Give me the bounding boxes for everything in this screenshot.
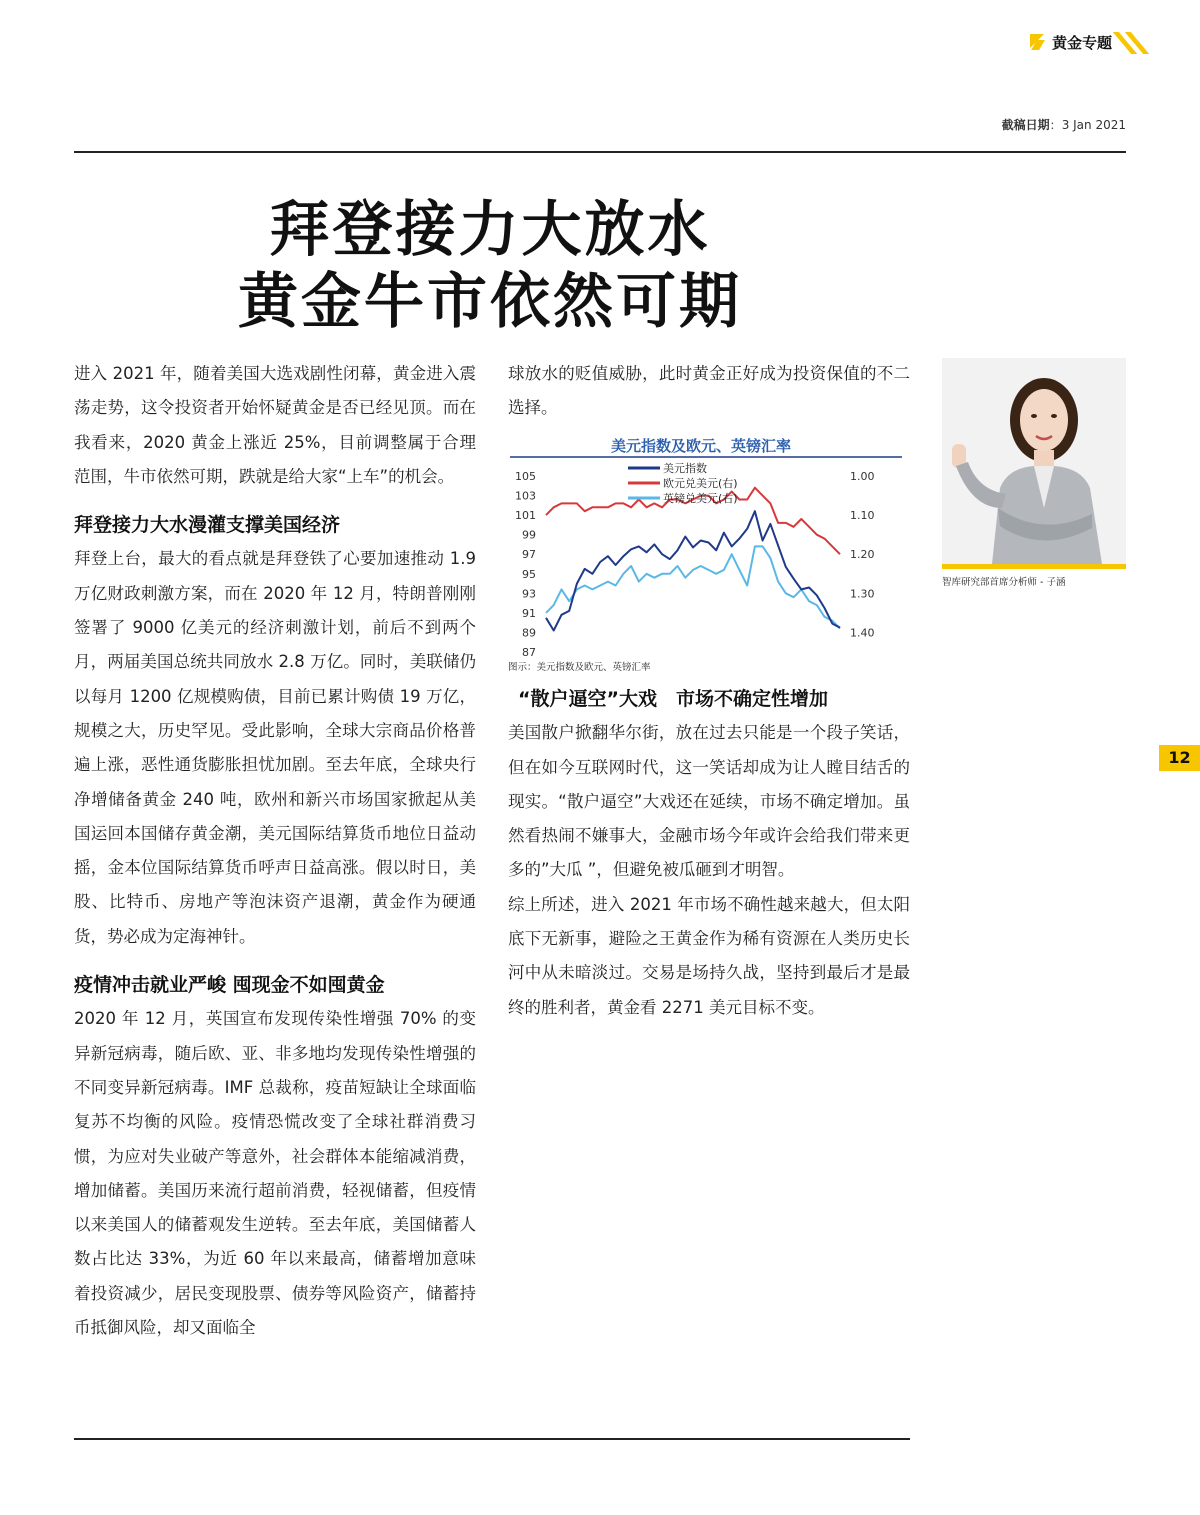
currency-chart xyxy=(508,432,908,677)
left-axis-tick: 103 xyxy=(515,489,536,503)
left-axis-tick: 97 xyxy=(522,548,536,562)
section-heading-1: 拜登接力大水漫灌支撑美国经济 xyxy=(74,514,341,537)
page-title-line2: 黄金牛市依然可期 xyxy=(238,267,742,337)
legend-label: 欧元兑美元(右) xyxy=(663,477,738,490)
right-column-top xyxy=(508,357,910,426)
date-value: 3 Jan 2021 xyxy=(1061,118,1126,132)
author-caption: 智库研究部首席分析师 - 子涵 xyxy=(942,577,1066,588)
right-axis-tick: 1.00 xyxy=(850,470,875,483)
page-title-line1: 拜登接力大放水 xyxy=(269,195,711,265)
legend-label: 美元指数 xyxy=(663,462,707,475)
left-axis-tick: 87 xyxy=(522,646,536,659)
body-paragraph-3: 美国散户掀翻华尔街，放在过去只能是一个段子笑话，但在如今互联网时代，这一笑话却成为让人瞠目结舌的现实。“散户逼空”大戏还在延续，市场不确定增加。虽然看热闹不嫌事大，金融市场今年或许会给我们带来更多的”大瓜 ”，但避免被瓜砸到才明智。 xyxy=(508,723,910,880)
body-paragraph-4: 综上所述，进入 2021 年市场不确性越来越大，但太阳底下无新事，避险之王黄金作为稀有资源在人类历史长河中从未暗淡过。交易是场持久战，坚持到最后才是最终的胜利者，黄金看 2271 美元目标不变。 xyxy=(508,894,910,1017)
right-axis-tick: 1.40 xyxy=(850,626,875,640)
right-column-lower xyxy=(508,682,910,1025)
body-paragraph-1: 拜登上台，最大的看点就是拜登铁了心要加速推动 1.9 万亿财政刺激方案，而在 2020 年 12 月，特朗普刚刚签署了 9000 亿美元的经济刺激计划，前后不到两个月，两届美国总统共同放水 2.8 万亿。同时，美联储仍以每月 1200 亿规模购债，目前已累计购债 19 万亿，规模之大，历史罕见。受此影响，全球大宗商品价格普遍上涨，恶性通货膨胀担忧加剧。至去年底，全球央行净增储备黄金 240 吨，欧州和新兴市场国家掀起从美国运回本国储存黄金潮，美元国际结算货币地位日益动摇，金本位国际结算货币呼声日益高涨。假以时日，美股、比特币、房地产等泡沫资产退潮，黄金作为硬通货，势必成为定海神针。 xyxy=(74,549,476,946)
date-colon: ： xyxy=(1049,118,1062,132)
analyst-portrait-icon xyxy=(942,358,1126,564)
left-axis-tick: 101 xyxy=(515,509,536,523)
left-axis-tick: 93 xyxy=(522,587,536,601)
section-heading-3: “散户逼空”大戏 市场不确定性增加 xyxy=(518,688,828,710)
continued-paragraph: 球放水的贬值威胁，此时黄金正好成为投资保值的不二选择。 xyxy=(508,364,910,418)
intro-paragraph: 进入 2021 年，随着美国大选戏剧性闭幕，黄金进入震荡走势，这令投资者开始怀疑黄金是否已经见顶。而在我看来，2020 黄金上涨近 25%，目前调整属于合理范围，牛市依然可期，跌就是给大家“上车”的机会。 xyxy=(74,364,476,486)
left-axis-tick: 99 xyxy=(522,528,536,542)
right-axis-tick: 1.30 xyxy=(850,587,875,601)
section-tag xyxy=(1030,30,1150,58)
chart-title: 美元指数及欧元、英镑汇率 xyxy=(610,437,792,455)
section-heading-2: 疫情冲击就业严峻 囤现金不如囤黄金 xyxy=(74,974,385,997)
figure-caption: 图示：美元指数及欧元、英镑汇率 xyxy=(508,662,651,673)
bottom-divider xyxy=(74,1438,910,1440)
author-photo xyxy=(942,358,1126,568)
left-column xyxy=(74,357,476,1345)
left-axis-tick: 105 xyxy=(515,470,536,483)
body-paragraph-2: 2020 年 12 月，英国宣布发现传染性增强 70% 的变异新冠病毒，随后欧、亚、非多地均发现传染性增强的不同变异新冠病毒。IMF 总裁称，疫苗短缺让全球面临复苏不均衡的风险。疫情恐慌改变了全球社群消费习惯，为应对失业破产等意外，社会群体本能缩减消费，增加储蓄。美国历来流行超前消费，轻视储蓄，但疫情以来美国人的储蓄观发生逆转。至去年底，美国储蓄人数占比达 33%，为近 60 年以来最高，储蓄增加意味着投资减少，居民变现股票、债券等风险资产，储蓄持币抵御风险，却又面临全 xyxy=(74,1009,476,1338)
series-line-2 xyxy=(546,546,840,628)
left-axis-tick: 95 xyxy=(522,567,536,581)
left-axis-tick: 91 xyxy=(522,606,536,620)
top-divider xyxy=(74,151,1126,153)
right-axis-tick: 1.10 xyxy=(850,509,875,523)
date-label: 截稿日期 xyxy=(1001,118,1050,132)
right-axis-tick: 1.20 xyxy=(850,548,875,562)
deadline-date xyxy=(1002,116,1126,133)
section-label: 黄金专题 xyxy=(1052,34,1113,52)
left-axis-tick: 89 xyxy=(522,626,536,640)
page-number: 12 xyxy=(1159,745,1200,771)
legend-label: 英镑兑美元(右) xyxy=(663,492,738,505)
photo-accent-bar xyxy=(942,564,1126,569)
